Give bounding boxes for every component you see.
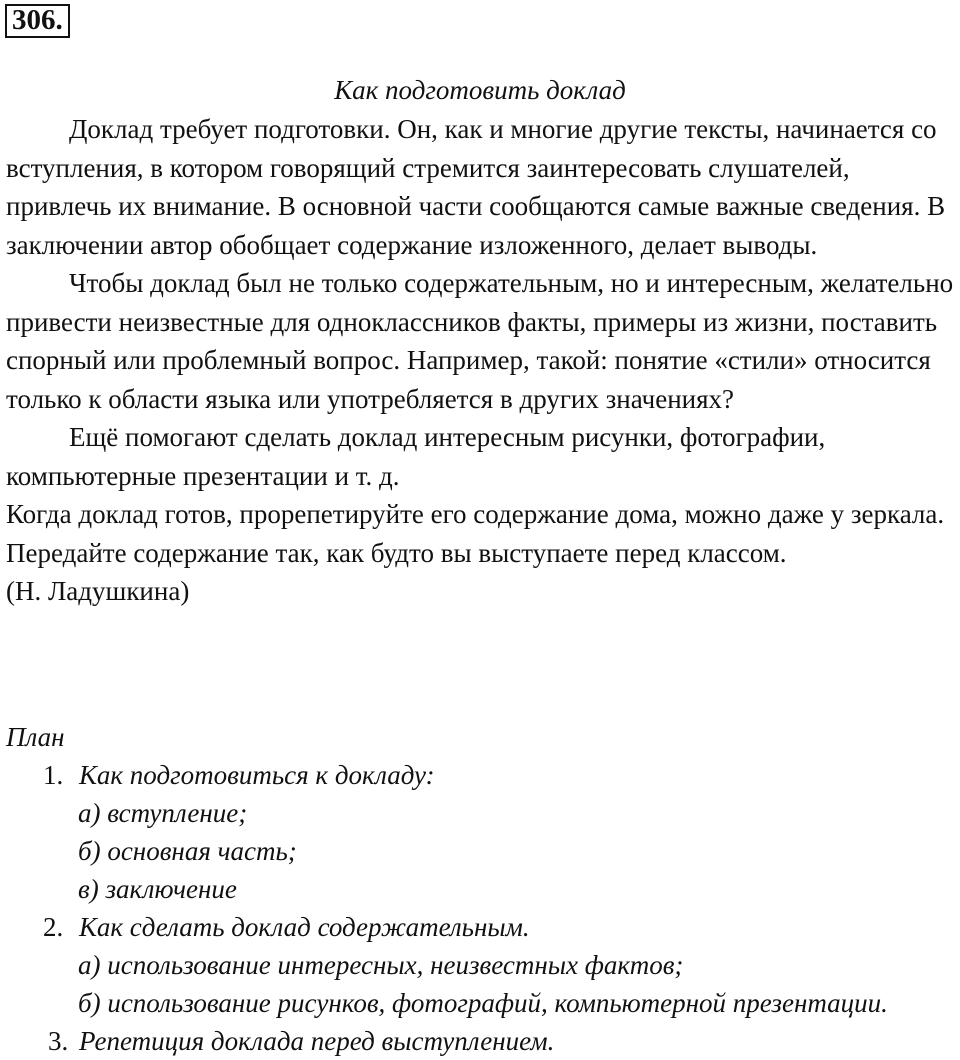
paragraph-visuals: Ещё помогают сделать доклад интересным рисунки, фотографии, компьютерные презентации и т. д. [6,422,826,491]
plan-subitem: б) использование рисунков, фотографий, компьютерной презентации. [78,988,888,1018]
plan-item-text: Репетиция доклада перед выступлением. [79,1026,555,1056]
paragraph-interest: Чтобы доклад был не только содержательным, но и интересным, желательно привести неизвестные для одноклассников факты, примеры из жизни, поставить спорный или проблемный вопрос. Например, такой: понятие «стили» относится только к области языка или употребляется в других значениях? [6,268,954,414]
paragraph-rehearsal: Когда доклад готов, прорепетируйте его содержание дома, можно даже у зеркала. Передайте содержание так, как будто вы выступаете перед классом. [6,499,945,568]
plan-item-text: Как сделать доклад содержательным. [79,912,530,942]
plan-item-1 [43,756,435,794]
plan-item-text: Как подготовиться к докладу: [79,760,435,790]
plan-subitem: а) вступление; [78,798,248,828]
plan-subitem: в) заключение [78,874,237,904]
text-title: Как подготовить доклад [334,75,626,105]
paragraph-intro: Доклад требует подготовки. Он, как и многие другие тексты, начинается со вступления, в котором говорящий стремится заинтересовать слушателей, привлечь их внимание. В основной части сообщаются самые важные сведения. В заключении автор обобщает содержание изложенного, делает выводы. [6,114,946,260]
plan-subitem: б) основная часть; [78,836,297,866]
plan-item-number: 2. [43,912,64,942]
author-attribution: (Н. Ладушкина) [6,576,190,606]
plan-item-number: 3. [48,1026,69,1056]
exercise-number: 306. [5,4,70,38]
text-body [6,110,956,611]
plan-subitem: а) использование интересных, неизвестных фактов; [78,950,684,980]
plan-heading: План [6,722,65,752]
plan-item-3 [48,1022,554,1060]
plan-item-number: 1. [43,760,64,790]
plan-item-2 [43,908,530,946]
